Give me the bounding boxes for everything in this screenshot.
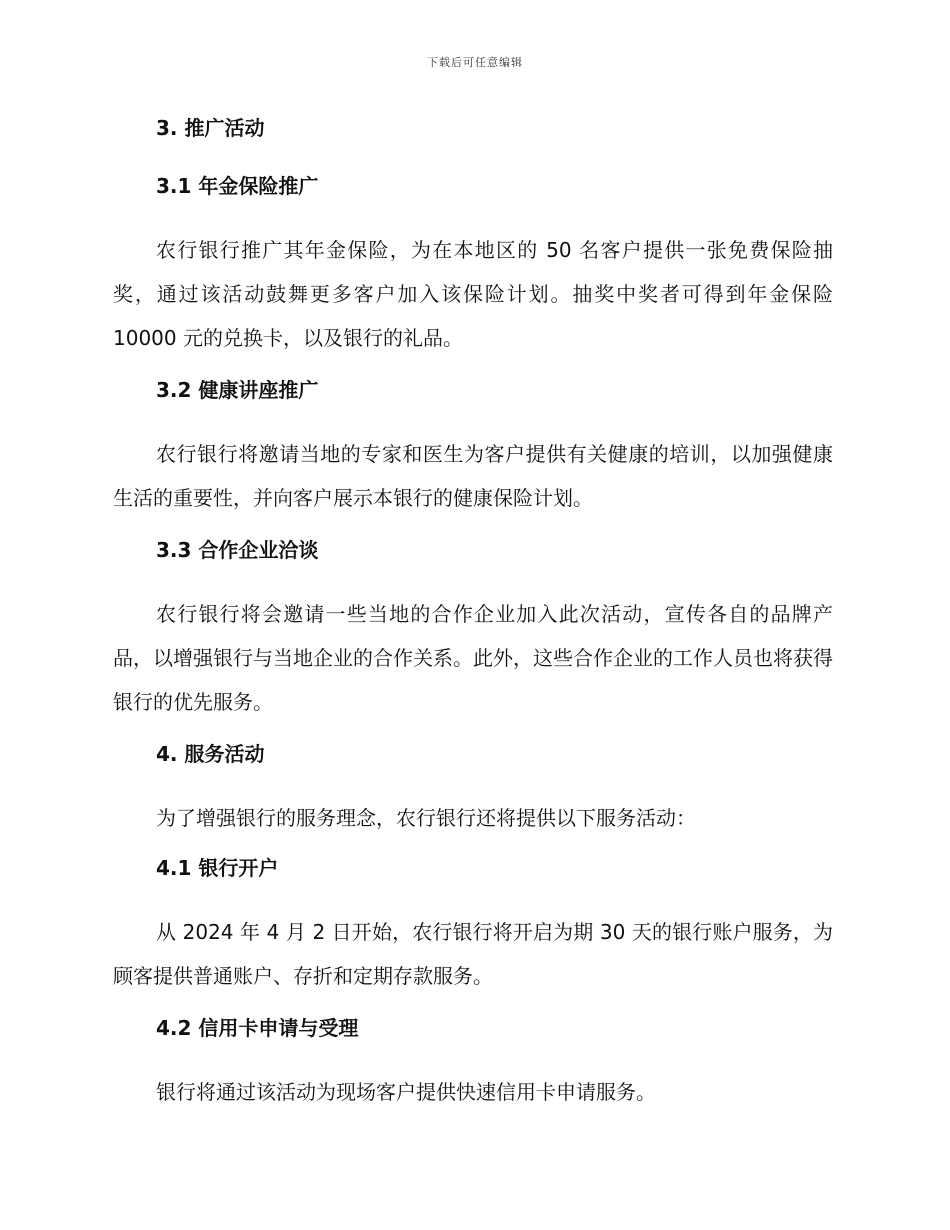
paragraph-annuity-insurance: 农行银行推广其年金保险，为在本地区的 50 名客户提供一张免费保险抽奖，通过该活动鼓舞更多客户加入该保险计划。抽奖中奖者可得到年金保险 10000 元的兑换卡，以及银行的礼品。 [113,238,833,350]
paragraph-partner-negotiation: 农行银行将会邀请一些当地的合作企业加入此次活动，宣传各自的品牌产品，以增强银行与当地企业的合作关系。此外，这些合作企业的工作人员也将获得银行的优先服务。 [113,602,833,714]
heading-service-activities: 4. 服务活动 [156,742,265,766]
heading-account-opening: 4.1 银行开户 [156,856,279,880]
paragraph-account-opening: 从 2024 年 4 月 2 日开始，农行银行将开启为期 30 天的银行账户服务，为顾客提供普通账户、存折和定期存款服务。 [113,920,833,988]
paragraph-health-lecture: 农行银行将邀请当地的专家和医生为客户提供有关健康的培训，以加强健康生活的重要性，并向客户展示本银行的健康保险计划。 [113,442,833,510]
document-body [113,112,833,1128]
heading-partner-negotiation: 3.3 合作企业洽谈 [156,538,319,562]
heading-health-lecture: 3.2 健康讲座推广 [156,378,319,402]
heading-credit-card: 4.2 信用卡申请与受理 [156,1016,359,1040]
paragraph-service-intro: 为了增强银行的服务理念，农行银行还将提供以下服务活动： [156,806,696,830]
page-header: 下载后可任意编辑 [427,56,523,69]
heading-promotion-activities: 3. 推广活动 [156,116,265,140]
paragraph-credit-card: 银行将通过该活动为现场客户提供快速信用卡申请服务。 [156,1080,656,1104]
heading-annuity-insurance: 3.1 年金保险推广 [156,174,319,198]
